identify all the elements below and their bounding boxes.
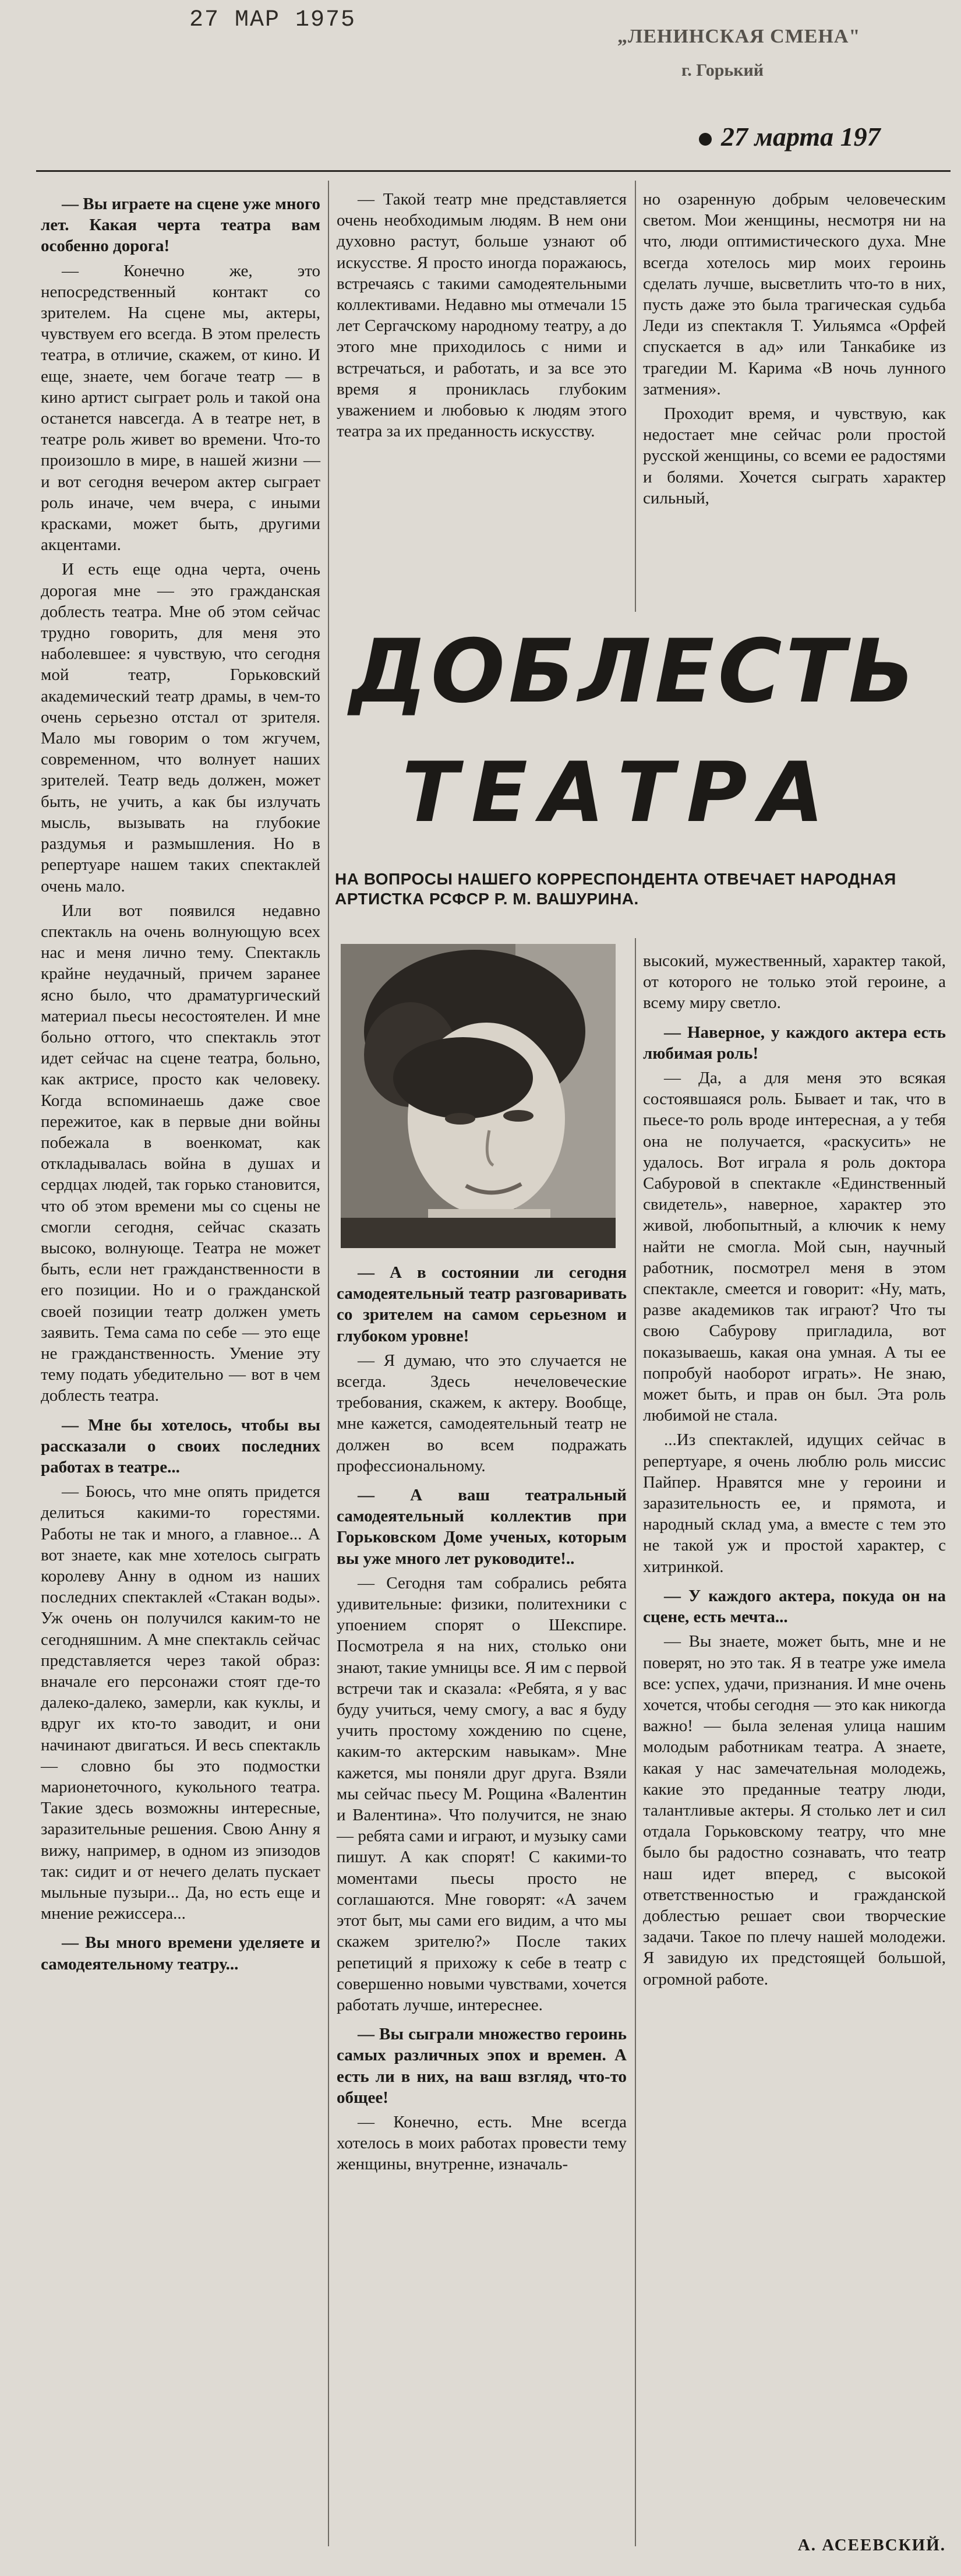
interview-paragraph: — Боюсь, что мне опять придется делиться какими-то горестями. Работы не так и много, а главное... А вот знаете, как мне хотелось сыграть королеву Анну в одном из наших последних спектаклей «Стакан воды». Уж очень он получился каким-то не сегодняшним. А мне спектакль сейчас представляется через такой образ: вначале его персонажи стоят где-то далеко-далеко, замерли, как куклы, и вдруг их кто-то заводит, и они начинают двигаться. И весь спектакль — словно бы это подмостки марионеточного, кукольного театра. Такие здесь возможны интересные, заразительные решения. Свою Анну я вижу, например, в одном из эпизодов так: сидит и от нечего делать пускает мыльные пузыри... Да, но есть еще и мнение режиссера... xyxy=(41,1482,320,1923)
column-5 xyxy=(643,947,946,1990)
interview-question: — Вы играете на сцене уже много лет. Какая черта театра вам особенно дорога! xyxy=(41,195,320,256)
interview-paragraph: но озаренную добрым человеческим светом. Мои женщины, несмотря ни на что, люди оптимистического духа. Мне всегда хотелось мир моих героинь сделать лучше, высветлить что-то в них, пусть даже это была трагическая судьба Леди из спектакля Т. Уильямса «Орфей спускается в ад» или Танкабике из трагедии М. Карима «В ночь лунного затмения». xyxy=(643,190,946,399)
newspaper-city: г. Горький xyxy=(681,61,764,80)
portrait-illustration xyxy=(341,944,616,1248)
column-1 xyxy=(41,185,320,1975)
interview-paragraph: Или вот появился недавно спектакль на очень волнующую всех нас и меня лично тему. Спектакль крайне неудачный, причем заранее ясно было, что драматургический материал пьесы несостоятелен. И мне больно оттого, что спектакль этот идет сейчас на сцене театра, больно, как актрисе, просто как человеку. Когда вспоминаешь даже свое пережитое, как в первые дни войны побежала в военкомат, как откладывалась война в душах и сердцах людей, так горько становится, что об этом времени мы со сцены не смогли сегодня, сейчас сказать высоко, волнующе. Театра не может быть, если нет гражданственности в его позиции. Но и о гражданской своей позиции театр должен уметь заявить. Тема сама по себе — это еще не гражданственность. Умение эту тему подать убедительно — вот в чем доблесть театра. xyxy=(41,901,320,1405)
interview-paragraph: — Конечно, есть. Мне всегда хотелось в моих работах провести тему женщины, внутренне, изначаль- xyxy=(337,2112,627,2174)
interview-question: — Мне бы хотелось, чтобы вы рассказали о своих последних работах в театре... xyxy=(41,1415,320,1476)
date-stamp: 27 МАР 1975 xyxy=(189,7,356,33)
interview-paragraph: И есть еще одна черта, очень дорогая мне — это гражданская доблесть театра. Мне об этом сейчас трудно говорить, для меня это наболевшее: я чувствую, что сегодня мой театр, Горьковский академический театр драмы, в чем-то очень серьезно отстал от зрителя. Мало мы говорим о том жгучем, современном, что волнует наших зрителей. Театр ведь должен, может быть, не учить, а как бы излучать мысль, вызывать на глубокие раздумья и размышления. Но в репертуаре нашем таких спектаклей очень мало. xyxy=(41,560,320,896)
column-3 xyxy=(643,185,946,509)
interview-paragraph: — А в состоянии ли сегодня самодеятельный театр разговаривать со зрителем на самом серьезном и глубоком уровне! xyxy=(337,1263,627,1345)
column-divider xyxy=(328,181,329,2546)
interview-paragraph: — Да, а для меня это всякая состоявшаяся роль. Бывает и так, что в пьесе-то роль вроде интересная, а у тебя она не получается, «раскусить» не удалось. Вот играла я роль доктора Сабуровой в спектакле «Единственный свидетель», наверное, характер это живой, любопытный, а ключик к нему найти не смогла. Мой сын, научный работник, посмотрел меня в этом спектакле, смеется и говорит: «Ну, мать, разве академиков так играют? Что ты свою Сабурову пригладила, вот показываешь, какая она умная. А ты ее попробуй наоборот играть». Не знаю, может быть, и прав он был. Эта роль любимой не стала. xyxy=(643,1069,946,1425)
portrait-photo xyxy=(341,944,616,1248)
column-2 xyxy=(337,185,627,442)
interview-paragraph: — Такой театр мне представляется очень необходимым людям. В нем они духовно растут, больше узнают об искусстве. Я просто иногда поражаюсь, встречаясь с такими самодеятельными коллективами. Недавно мы отмечали 15 лет Сергачскому народному театру, а до этого мне приходилось с ними и встречаться, и работать, и за все это время я прониклась глубоким уважением и любовью к людям этого театра за их преданность искусству. xyxy=(337,190,627,441)
headline-line-2: ТЕАТРА xyxy=(402,745,837,841)
interview-paragraph: — Вы знаете, может быть, мне и не поверят, но это так. Я в театре уже имела все: успех, удачи, признания. И мне очень хочется, чтобы сегодня — это как никогда важно! — была зеленая улица нашим молодым работникам театра. А знаете, какая у нас замечательная молодежь, какие это преданные театру люди, талантливые актеры. Я столько лет и сил отдала Горьковскому театру, что мне было бы радостно сознавать, что театр наш идет вперед, с высокой ответственностью и гражданской доблестью решает свои творческие задачи. Такое по плечу нашей молодежи. Я завидую их предстоящей большой, огромной работе. xyxy=(643,1632,946,1989)
headline-line-1: ДОБЛЕСТЬ xyxy=(349,621,919,723)
interview-paragraph: — Конечно же, это непосредственный контакт со зрителем. На сцене мы, актеры, чувствуем его всегда. В этом прелесть театра, в отличие, скажем, от кино. И еще, знаете, чем богаче театр — в кино артист сыграет роль и такой она останется навсегда. А в театре нет, в театре роль живет во времени. Что-то произошло в мире, в нашей жизни — и вот сегодня вечером актер сыграет роль иначе, чем вчера, с иными красками, может быть, другими акцентами. xyxy=(41,261,320,555)
lead-paragraph: НА ВОПРОСЫ НАШЕГО КОРРЕСПОНДЕНТА ОТВЕЧАЕТ НАРОДНАЯ АРТИСТКА РСФСР Р. М. ВАШУРИНА. xyxy=(335,870,896,908)
interview-question: — У каждого актера, покуда он на сцене, есть мечта... xyxy=(643,1586,946,1627)
interview-paragraph: Проходит время, и чувствую, как недостает мне сейчас роли простой русской женщины, со всеми ее радостями и болями. Хочется сыграть характер сильный, xyxy=(643,404,946,508)
interview-question: — Вы много времени уделяете и самодеятельному театру... xyxy=(41,1933,320,1974)
interview-question: — А ваш театральный самодеятельный коллектив при Горьковском Доме ученых, которым вы уже много лет руководите!.. xyxy=(337,1486,627,1568)
column-divider xyxy=(635,938,636,2546)
byline: А. АСЕЕВСКИЙ. xyxy=(797,2536,946,2554)
interview-paragraph: — Сегодня там собрались ребята удивительные: физики, политехники с упоением спорят о Шекспире. Посмотрела я на них, столько они знают, такие умницы все. Я им с первой встречи так и сказала: «Ребята, я у вас буду учиться, чему смогу, а вас я буду учить простому хождению по сцене, каким-то актерским навыкам». Мне кажется, мы поняли друг друга. Взяли мы сейчас пьесу М. Рощина «Валентин и Валентина». Что получится, не знаю — ребята сами и играют, и музыку сами пишут. А как спорят! С какими-то моментами пьесы просто не соглашаются. Мне говорят: «А зачем этот быт, мы сами его видим, а что мы скажем зрителю?» После таких репетиций я прихожу к себе в театр с совершенно новыми чувствами, хочется работать лучше, интереснее. xyxy=(337,1573,627,2014)
header-rule xyxy=(36,170,951,172)
bullet-icon xyxy=(699,133,712,146)
interview-paragraph: ...Из спектаклей, идущих сейчас в репертуаре, я очень люблю роль миссис Пайпер. Нравятся мне у героини и заразительность ее, и прямота, и народный склад ума, а вместе с тем это не такой уж и простой характер, с хитринкой. xyxy=(643,1430,946,1576)
interview-question: — Наверное, у каждого актера есть любимая роль! xyxy=(643,1023,946,1063)
column-divider xyxy=(635,181,636,612)
interview-paragraph: высокий, мужественный, характер такой, от которого не только этой героине, а всему миру светло. xyxy=(643,952,946,1013)
newspaper-name: „ЛЕНИНСКАЯ СМЕНА" xyxy=(617,26,861,47)
issue-date-text: 27 марта 197 xyxy=(721,122,881,151)
column-4 xyxy=(337,1259,627,2175)
issue-date xyxy=(699,121,881,152)
interview-question: — Вы сыграли множество героинь самых различных эпох и времен. А есть ли в них, на ваш взгляд, что-то общее! xyxy=(337,2025,627,2107)
interview-paragraph: — Я думаю, что это случается не всегда. Здесь нечеловеческие требования, скажем, к актеру. Вообще, мне кажется, самодеятельный театр не должен во всем подражать профессиональному. xyxy=(337,1351,627,1475)
